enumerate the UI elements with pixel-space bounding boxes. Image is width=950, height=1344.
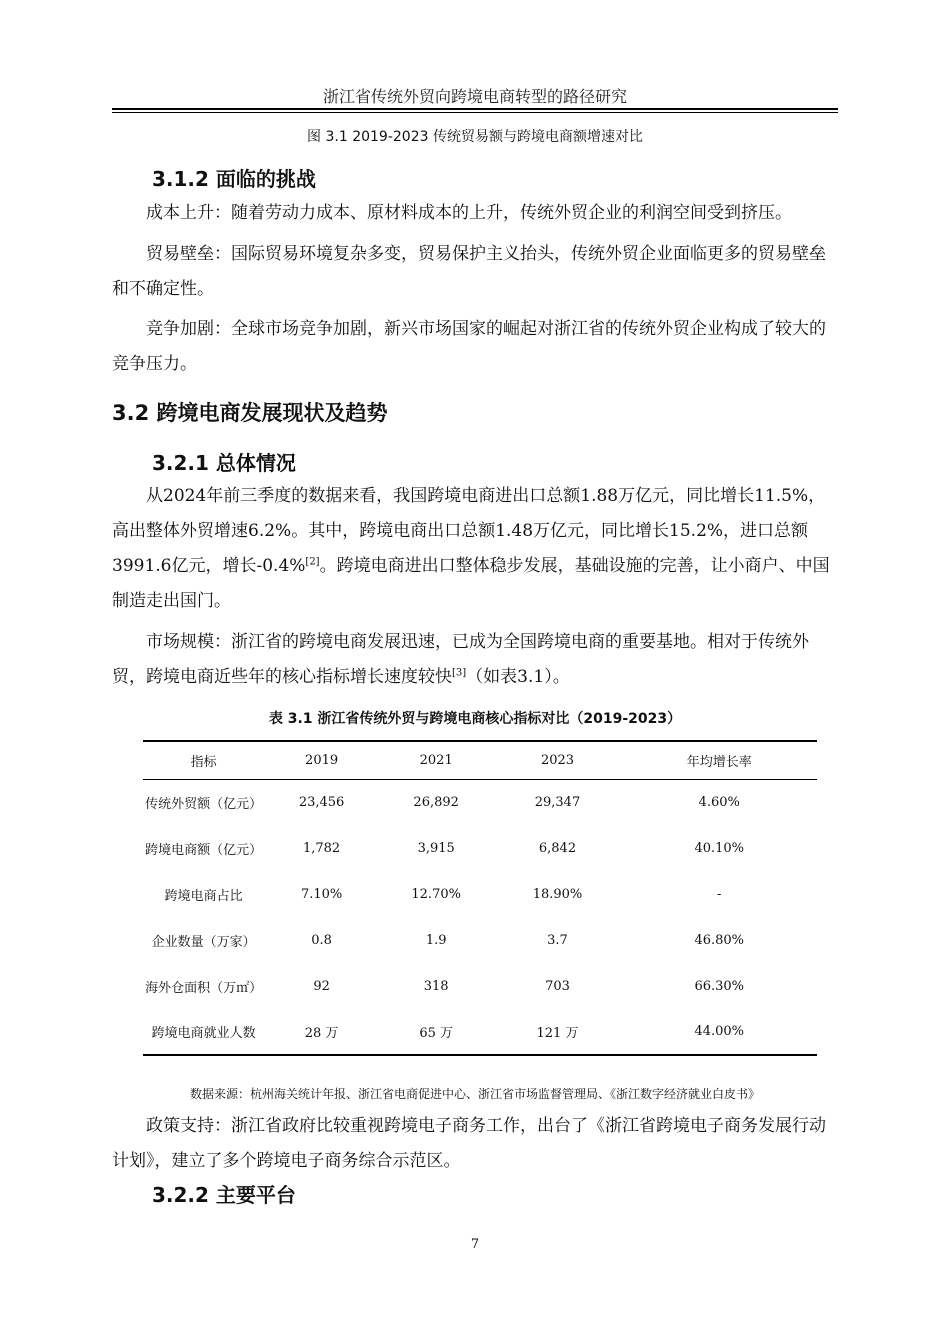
overall-text-b: 。跨境电商进出口整体稳步发展，基础设施的完善，让小商户、中国制造走出国门。 <box>112 556 830 611</box>
indicator-table <box>143 740 817 1056</box>
citation-2: [2] <box>305 556 320 568</box>
table-cell: 1.9 <box>425 932 447 948</box>
paragraph-overall-data <box>112 479 838 619</box>
table-cell: 海外仓面积（万㎡） <box>145 980 263 996</box>
table-row <box>143 871 817 917</box>
table-cell: 1,782 <box>302 840 341 856</box>
paragraph-cost-rise: 成本上升：随着劳动力成本、原材料成本的上升，传统外贸企业的利润空间受到挤压。 <box>146 203 792 223</box>
heading-3-2-2: 3.2.2 主要平台 <box>152 1183 296 1207</box>
table-cell: 23,456 <box>298 794 345 810</box>
table-cell: 29,347 <box>534 794 581 810</box>
table-cell: 7.10% <box>300 886 343 902</box>
header-rule-thick <box>112 108 838 110</box>
table-cell: 121 万 <box>536 1026 579 1041</box>
table-row <box>143 917 817 963</box>
table-caption: 表 3.1 浙江省传统外贸与跨境电商核心指标对比（2019-2023） <box>268 711 682 727</box>
table-cell: 44.00% <box>694 1024 745 1039</box>
market-text-a: 市场规模：浙江省的跨境电商发展迅速，已成为全国跨境电商的重要基地。相对于传统外贸，跨境电商近些年的核心指标增长速度较快 <box>112 632 809 687</box>
table-source-note: 数据来源：杭州海关统计年报、浙江省电商促进中心、浙江省市场监督管理局、《浙江数字经济就业白皮书》 <box>189 1087 760 1101</box>
table-row <box>143 779 817 825</box>
table-cell: 4.60% <box>698 794 740 810</box>
table-cell: 66.30% <box>694 978 745 994</box>
col-header-2021: 2021 <box>379 741 494 779</box>
heading-3-1-2: 3.1.2 面临的挑战 <box>152 167 316 191</box>
table-cell: 企业数量（万家） <box>151 934 256 950</box>
paragraph-market-scale <box>112 625 838 695</box>
table-row <box>143 825 817 871</box>
table-cell: - <box>717 886 722 902</box>
table-cell: 3.7 <box>547 932 568 948</box>
table-cell: 26,892 <box>413 794 459 810</box>
table-cell: 92 <box>313 978 330 994</box>
table-cell: 传统外贸额（亿元） <box>145 796 263 812</box>
market-text-b: （如表3.1）。 <box>466 667 570 687</box>
table-cell: 0.8 <box>311 932 332 948</box>
table-cell: 跨境电商占比 <box>164 888 243 904</box>
heading-3-2: 3.2 跨境电商发展现状及趋势 <box>112 401 388 425</box>
overall-text-a: 从2024年前三季度的数据来看，我国跨境电商进出口总额1.88万亿元，同比增长11.5%，高出整体外贸增速6.2%。其中，跨境电商出口总额1.48万亿元，同比增长15.2%，进口总额3991.6亿元，增长-0.4% <box>112 486 826 576</box>
figure-caption: 图 3.1 2019-2023 传统贸易额与跨境电商额增速对比 <box>307 129 643 145</box>
table-cell: 318 <box>423 978 449 994</box>
table-header-row <box>143 741 817 779</box>
page-number: 7 <box>470 1237 480 1252</box>
table-cell: 6,842 <box>538 840 577 856</box>
table-cell: 28 万 <box>304 1026 339 1041</box>
paragraph-trade-barriers: 贸易壁垒：国际贸易环境复杂多变，贸易保护主义抬头，传统外贸企业面临更多的贸易壁垒和不确定性。 <box>112 244 826 299</box>
table-row <box>143 963 817 1009</box>
table-cell: 3,915 <box>417 840 455 856</box>
running-header-title: 浙江省传统外贸向跨境电商转型的路径研究 <box>322 87 627 106</box>
col-header-2023: 2023 <box>493 741 621 779</box>
citation-3: [3] <box>452 667 467 679</box>
col-header-indicator: 指标 <box>143 741 264 779</box>
table-cell: 65 万 <box>419 1026 454 1041</box>
paragraph-competition: 竞争加剧：全球市场竞争加剧，新兴市场国家的崛起对浙江省的传统外贸企业构成了较大的竞争压力。 <box>112 319 826 374</box>
table-cell: 40.10% <box>694 840 745 856</box>
col-header-2019: 2019 <box>264 741 379 779</box>
table-cell: 跨境电商就业人数 <box>151 1026 256 1041</box>
table-cell: 跨境电商额（亿元） <box>145 842 263 858</box>
header-rule-thin <box>112 112 838 113</box>
table-row <box>143 1009 817 1055</box>
table-cell: 18.90% <box>532 886 583 902</box>
heading-3-2-1: 3.2.1 总体情况 <box>152 451 296 475</box>
table-cell: 703 <box>545 978 570 994</box>
table-cell: 12.70% <box>411 886 461 902</box>
table-cell: 46.80% <box>694 932 745 948</box>
paragraph-policy-support: 政策支持：浙江省政府比较重视跨境电子商务工作，出台了《浙江省跨境电子商务发展行动计划》，建立了多个跨境电子商务综合示范区。 <box>112 1116 826 1171</box>
col-header-growth: 年均增长率 <box>622 741 817 779</box>
